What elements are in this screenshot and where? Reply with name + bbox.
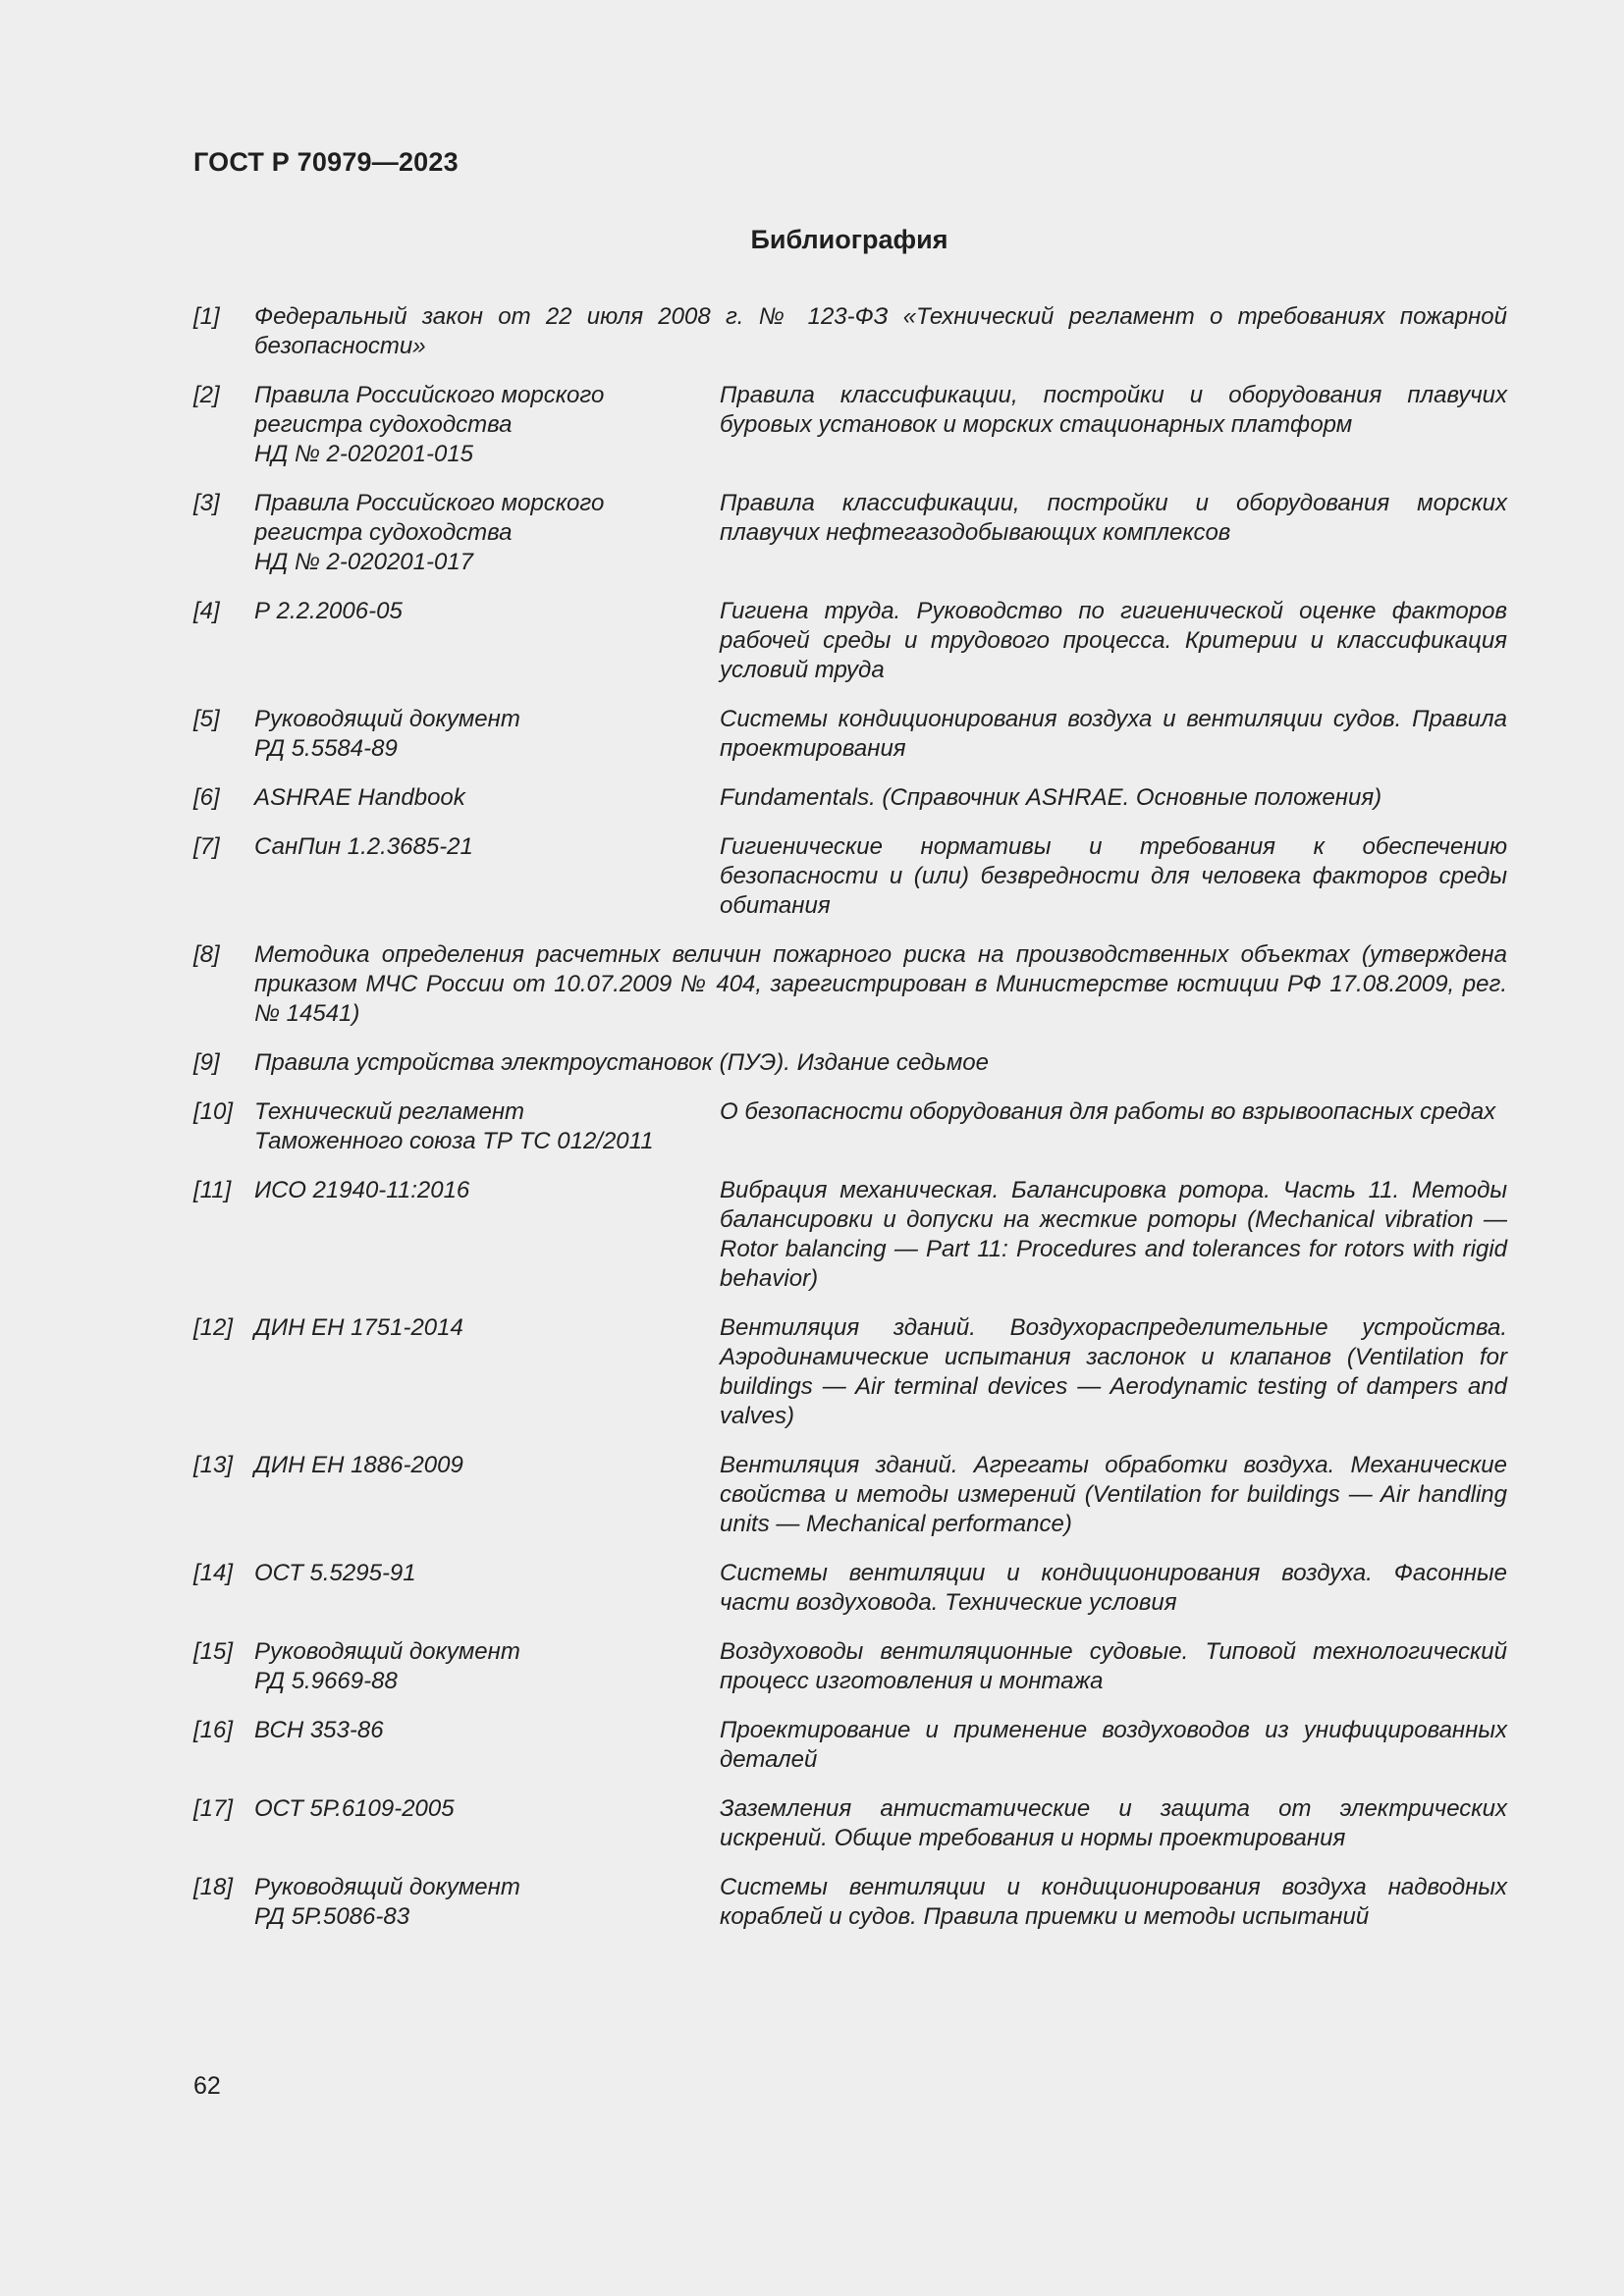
bibliography-source-line: Руководящий документ <box>254 1638 520 1665</box>
bibliography-source-line: РД 5.9669-88 <box>254 1668 398 1694</box>
bibliography-item-text: Методика определения расчетных величин пожарного риска на производственных объектах (утверждена приказом МЧС России от 10.07.2009 № 404, зарегистрирован в Министерстве юстиции РФ 17.08.2009, рег. № 14541) <box>254 941 1507 1027</box>
bibliography-item-number: [7] <box>193 833 220 860</box>
bibliography-item-number: [4] <box>193 598 220 624</box>
bibliography-item-text: Федеральный закон от 22 июля 2008 г. № 123-ФЗ «Технический регламент о требованиях пожарной безопасности» <box>254 303 1507 359</box>
bibliography-item-number: [15] <box>193 1638 234 1665</box>
bibliography-item-number: [17] <box>193 1795 234 1822</box>
bibliography-item-number: [12] <box>193 1314 234 1341</box>
bibliography-item-number: [16] <box>193 1717 234 1743</box>
bibliography-source-line: ДИН ЕН 1751-2014 <box>254 1314 463 1341</box>
bibliography-source-line: СанПин 1.2.3685-21 <box>254 833 473 860</box>
bibliography-item-source <box>254 489 720 577</box>
bibliography-list <box>193 302 1507 1951</box>
bibliography-source-line: ОСТ 5.5295-91 <box>254 1560 416 1586</box>
bibliography-item-title: Гигиена труда. Руководство по гигиенической оценке факторов рабочей среды и трудового процесса. Критерии и классификация условий труда <box>720 598 1507 683</box>
bibliography-source-line: ОСТ 5Р.6109-2005 <box>254 1795 455 1822</box>
bibliography-item <box>193 1313 1507 1431</box>
bibliography-item-source <box>254 597 720 685</box>
bibliography-item-title: Гигиенические нормативы и требования к обеспечению безопасности и (или) безвредности для человека факторов среды обитания <box>720 833 1507 919</box>
bibliography-item <box>193 1794 1507 1853</box>
bibliography-item-title: Вентиляция зданий. Воздухораспределительные устройства. Аэродинамические испытания заслонок и клапанов (Ventilation for buildings — Air terminal devices — Aerodynamic testing of dampers and valves) <box>720 1314 1507 1429</box>
bibliography-source-line: ДИН ЕН 1886-2009 <box>254 1452 463 1478</box>
bibliography-item-title: О безопасности оборудования для работы во взрывоопасных средах <box>720 1098 1496 1125</box>
bibliography-item-source <box>254 832 720 921</box>
bibliography-item-number: [10] <box>193 1098 234 1125</box>
bibliography-item-source <box>254 1559 720 1618</box>
bibliography-source-line: ВСН 353-86 <box>254 1717 384 1743</box>
bibliography-item <box>193 783 1507 813</box>
bibliography-item-source <box>254 1313 720 1431</box>
bibliography-item-source <box>254 783 720 813</box>
bibliography-item-number: [1] <box>193 303 220 330</box>
bibliography-source-line: РД 5.5584-89 <box>254 735 398 762</box>
bibliography-source-line: регистра судоходства <box>254 519 513 546</box>
bibliography-item-source <box>254 1873 720 1932</box>
bibliography-source-line: регистра судоходства <box>254 411 513 438</box>
bibliography-item-number: [6] <box>193 784 220 811</box>
bibliography-item-title: Правила классификации, постройки и оборудования морских плавучих нефтегазодобывающих комплексов <box>720 490 1507 546</box>
bibliography-item-source <box>254 1794 720 1853</box>
section-title: Библиография <box>750 225 948 254</box>
bibliography-item-title: Системы вентиляции и кондиционирования воздуха. Фасонные части воздуховода. Технические условия <box>720 1560 1507 1616</box>
bibliography-item-source <box>254 1451 720 1539</box>
bibliography-item <box>193 1048 1507 1078</box>
bibliography-item-number: [11] <box>193 1177 232 1203</box>
bibliography-item-number: [14] <box>193 1560 234 1586</box>
bibliography-source-line: Руководящий документ <box>254 1874 520 1900</box>
bibliography-item-source <box>254 705 720 764</box>
bibliography-item-source <box>254 1637 720 1696</box>
bibliography-item <box>193 597 1507 685</box>
bibliography-source-line: Руководящий документ <box>254 706 520 732</box>
bibliography-source-line: Р 2.2.2006-05 <box>254 598 403 624</box>
bibliography-item-title: Вентиляция зданий. Агрегаты обработки воздуха. Механические свойства и методы измерений (Ventilation for buildings — Air handling units — Mechanical performance) <box>720 1452 1507 1537</box>
bibliography-item <box>193 832 1507 921</box>
bibliography-item-number: [3] <box>193 490 220 516</box>
bibliography-item-source <box>254 1176 720 1294</box>
bibliography-item <box>193 489 1507 577</box>
bibliography-item <box>193 1097 1507 1156</box>
bibliography-item <box>193 381 1507 469</box>
bibliography-item-source <box>254 381 720 469</box>
bibliography-item-number: [8] <box>193 941 220 968</box>
bibliography-item <box>193 1716 1507 1775</box>
bibliography-item-source <box>254 1716 720 1775</box>
bibliography-item <box>193 1637 1507 1696</box>
bibliography-item-title: Вибрация механическая. Балансировка ротора. Часть 11. Методы балансировки и допуски на жесткие роторы (Mechanical vibration — Rotor balancing — Part 11: Procedures and tolerances for rotors with rigid behavior) <box>720 1177 1507 1292</box>
bibliography-source-line: НД № 2-020201-015 <box>254 441 474 467</box>
bibliography-item-title: Правила классификации, постройки и оборудования плавучих буровых установок и морских стационарных платформ <box>720 382 1507 438</box>
bibliography-source-line: ИСО 21940-11:2016 <box>254 1177 470 1203</box>
bibliography-item-title: Проектирование и применение воздуховодов из унифицированных деталей <box>720 1717 1507 1773</box>
bibliography-item-text: Правила устройства электроустановок (ПУЭ). Издание седьмое <box>254 1049 989 1076</box>
bibliography-item-number: [18] <box>193 1874 234 1900</box>
bibliography-item <box>193 1559 1507 1618</box>
bibliography-item-number: [13] <box>193 1452 234 1478</box>
bibliography-source-line: ASHRAE Handbook <box>254 784 465 811</box>
bibliography-item <box>193 1873 1507 1932</box>
bibliography-source-line: НД № 2-020201-017 <box>254 549 474 575</box>
bibliography-source-line: Правила Российского морского <box>254 490 605 516</box>
bibliography-item-number: [5] <box>193 706 220 732</box>
bibliography-item <box>193 705 1507 764</box>
bibliography-item-title: Воздуховоды вентиляционные судовые. Типовой технологический процесс изготовления и монтажа <box>720 1638 1507 1694</box>
page-number: 62 <box>193 2072 221 2100</box>
bibliography-item-title: Заземления антистатические и защита от электрических искрений. Общие требования и нормы проектирования <box>720 1795 1507 1851</box>
bibliography-item-title: Системы вентиляции и кондиционирования воздуха надводных кораблей и судов. Правила приемки и методы испытаний <box>720 1874 1507 1930</box>
bibliography-item <box>193 940 1507 1029</box>
bibliography-source-line: Правила Российского морского <box>254 382 605 408</box>
bibliography-item <box>193 302 1507 361</box>
document-id-header: ГОСТ Р 70979—2023 <box>193 147 459 177</box>
bibliography-item-number: [9] <box>193 1049 220 1076</box>
bibliography-source-line: Технический регламент <box>254 1098 525 1125</box>
bibliography-item <box>193 1176 1507 1294</box>
bibliography-item-title: Fundamentals. (Справочник ASHRAE. Основные положения) <box>720 784 1382 811</box>
bibliography-source-line: Таможенного союза ТР ТС 012/2011 <box>254 1128 654 1154</box>
bibliography-source-line: РД 5Р.5086-83 <box>254 1903 410 1930</box>
bibliography-item <box>193 1451 1507 1539</box>
bibliography-item-source <box>254 1097 720 1156</box>
bibliography-item-number: [2] <box>193 382 220 408</box>
bibliography-item-title: Системы кондиционирования воздуха и вентиляции судов. Правила проектирования <box>720 706 1507 762</box>
